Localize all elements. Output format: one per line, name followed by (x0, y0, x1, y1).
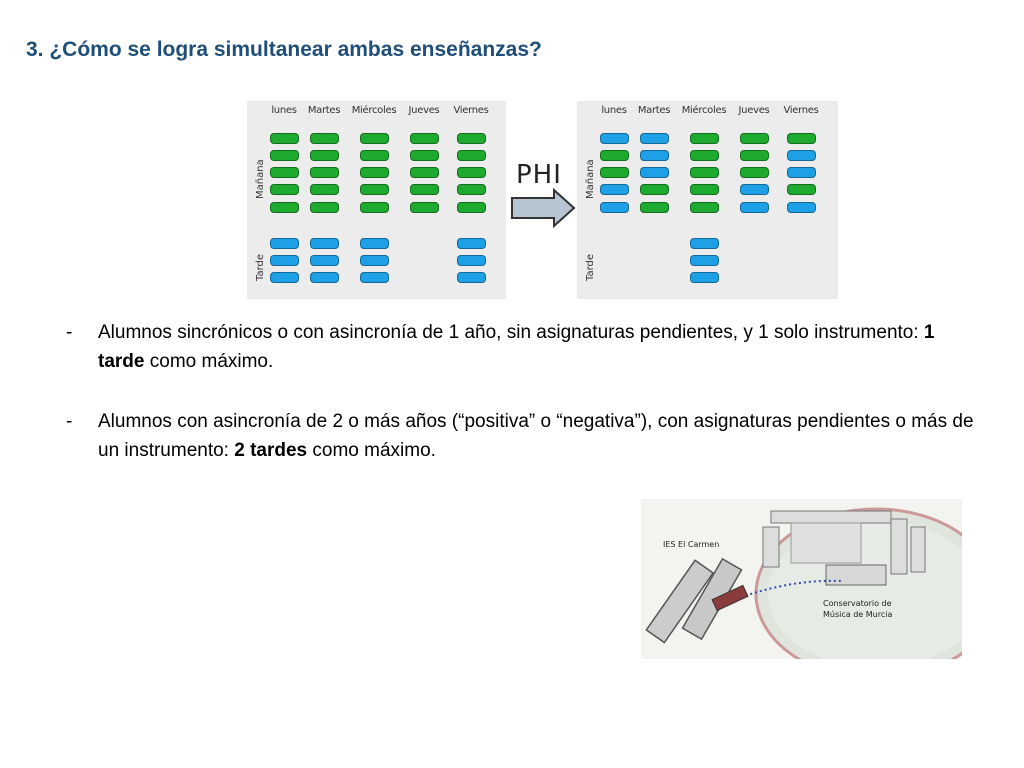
after-morning-block (600, 184, 629, 195)
before-afternoon-block (310, 272, 339, 283)
before-afternoon-block (457, 238, 486, 249)
after-day-label: Martes (637, 105, 671, 116)
after-afternoon-block (690, 255, 719, 266)
map-label-school: IES El Carmen (663, 540, 720, 549)
bullet-text-bold: 1 tarde (98, 322, 935, 372)
after-morning-block (690, 202, 719, 213)
before-morning-block (360, 133, 389, 144)
before-afternoon-block (457, 272, 486, 283)
after-day-label: Viernes (783, 105, 819, 116)
before-morning-block (310, 133, 339, 144)
bullet-list (66, 318, 986, 496)
before-morning-block (410, 184, 439, 195)
before-afternoon-block (270, 272, 299, 283)
after-morning-block (787, 184, 816, 195)
before-morning-block (360, 184, 389, 195)
after-morning-block (787, 133, 816, 144)
before-morning-block (360, 167, 389, 178)
after-morning-block (787, 150, 816, 161)
after-morning-block (787, 202, 816, 213)
after-afternoon-label: Tarde (585, 253, 596, 281)
before-morning-block (310, 184, 339, 195)
slide-title: 3. ¿Cómo se logra simultanear ambas enseñanzas? (26, 38, 542, 61)
after-morning-block (740, 167, 769, 178)
after-morning-block (690, 133, 719, 144)
before-afternoon-label: Tarde (255, 253, 266, 281)
before-day-label: Martes (307, 105, 341, 116)
before-afternoon-block (360, 255, 389, 266)
after-morning-block (640, 184, 669, 195)
after-morning-block (640, 133, 669, 144)
before-morning-block (270, 184, 299, 195)
before-afternoon-block (310, 238, 339, 249)
before-morning-block (270, 167, 299, 178)
before-afternoon-block (457, 255, 486, 266)
after-morning-block (787, 167, 816, 178)
before-morning-block (310, 150, 339, 161)
bullet-dash: - (66, 411, 73, 432)
after-morning-block (690, 167, 719, 178)
before-morning-block (360, 202, 389, 213)
bullet-text-bold: 2 tardes (234, 440, 308, 461)
bullet-item (66, 407, 986, 465)
arrow-label: PHI (516, 160, 562, 190)
schedule-before (247, 101, 506, 299)
before-afternoon-block (310, 255, 339, 266)
after-afternoon-block (690, 238, 719, 249)
after-morning-block (740, 202, 769, 213)
after-morning-block (740, 184, 769, 195)
bullet-text-part: como máximo. (144, 351, 274, 372)
before-morning-block (310, 167, 339, 178)
after-morning-block (600, 202, 629, 213)
after-morning-block (740, 133, 769, 144)
after-morning-block (600, 167, 629, 178)
after-morning-block (600, 133, 629, 144)
bullet-text (98, 407, 986, 465)
before-morning-block (457, 167, 486, 178)
before-day-label: lunes (271, 105, 297, 116)
before-afternoon-block (270, 255, 299, 266)
bullet-text-part: Alumnos con asincronía de 2 o más años (“positiva” o “negativa”), con asignaturas pendientes o más de un instrumento: (98, 411, 974, 461)
before-afternoon-block (270, 238, 299, 249)
before-morning-block (270, 202, 299, 213)
map-label-conservatory-line1: Conservatorio de (823, 599, 892, 608)
before-day-label: Jueves (408, 105, 440, 116)
before-morning-block (360, 150, 389, 161)
before-morning-block (457, 133, 486, 144)
before-morning-block (270, 150, 299, 161)
before-day-label: Viernes (453, 105, 489, 116)
before-morning-block (410, 133, 439, 144)
before-morning-block (310, 202, 339, 213)
after-morning-label: Mañana (585, 159, 596, 199)
after-morning-block (690, 184, 719, 195)
before-afternoon-block (360, 238, 389, 249)
bullet-dash: - (66, 322, 73, 343)
bullet-text-part: Alumnos sincrónicos o con asincronía de 1 año, sin asignaturas pendientes, y 1 solo instrumento: (98, 322, 924, 343)
before-morning-block (457, 150, 486, 161)
bullet-text-part: como máximo. (307, 440, 436, 461)
after-morning-block (690, 150, 719, 161)
after-morning-block (640, 167, 669, 178)
before-day-label: Miércoles (351, 105, 397, 116)
before-morning-label: Mañana (255, 159, 266, 199)
before-morning-block (457, 184, 486, 195)
before-morning-block (457, 202, 486, 213)
bullet-text (98, 318, 986, 376)
after-day-label: lunes (601, 105, 627, 116)
after-morning-block (640, 150, 669, 161)
map-label-conservatory-line2: Música de Murcia (823, 610, 893, 619)
before-morning-block (410, 202, 439, 213)
bullet-item (66, 318, 986, 376)
campus-map-illustration (641, 499, 962, 659)
before-morning-block (270, 133, 299, 144)
after-morning-block (640, 202, 669, 213)
after-day-label: Miércoles (681, 105, 727, 116)
schedule-after (577, 101, 838, 299)
campus-map (641, 499, 962, 659)
after-morning-block (600, 150, 629, 161)
after-morning-block (740, 150, 769, 161)
after-afternoon-block (690, 272, 719, 283)
before-morning-block (410, 150, 439, 161)
before-morning-block (410, 167, 439, 178)
arrow-right-icon (510, 188, 576, 228)
before-afternoon-block (360, 272, 389, 283)
after-day-label: Jueves (738, 105, 770, 116)
